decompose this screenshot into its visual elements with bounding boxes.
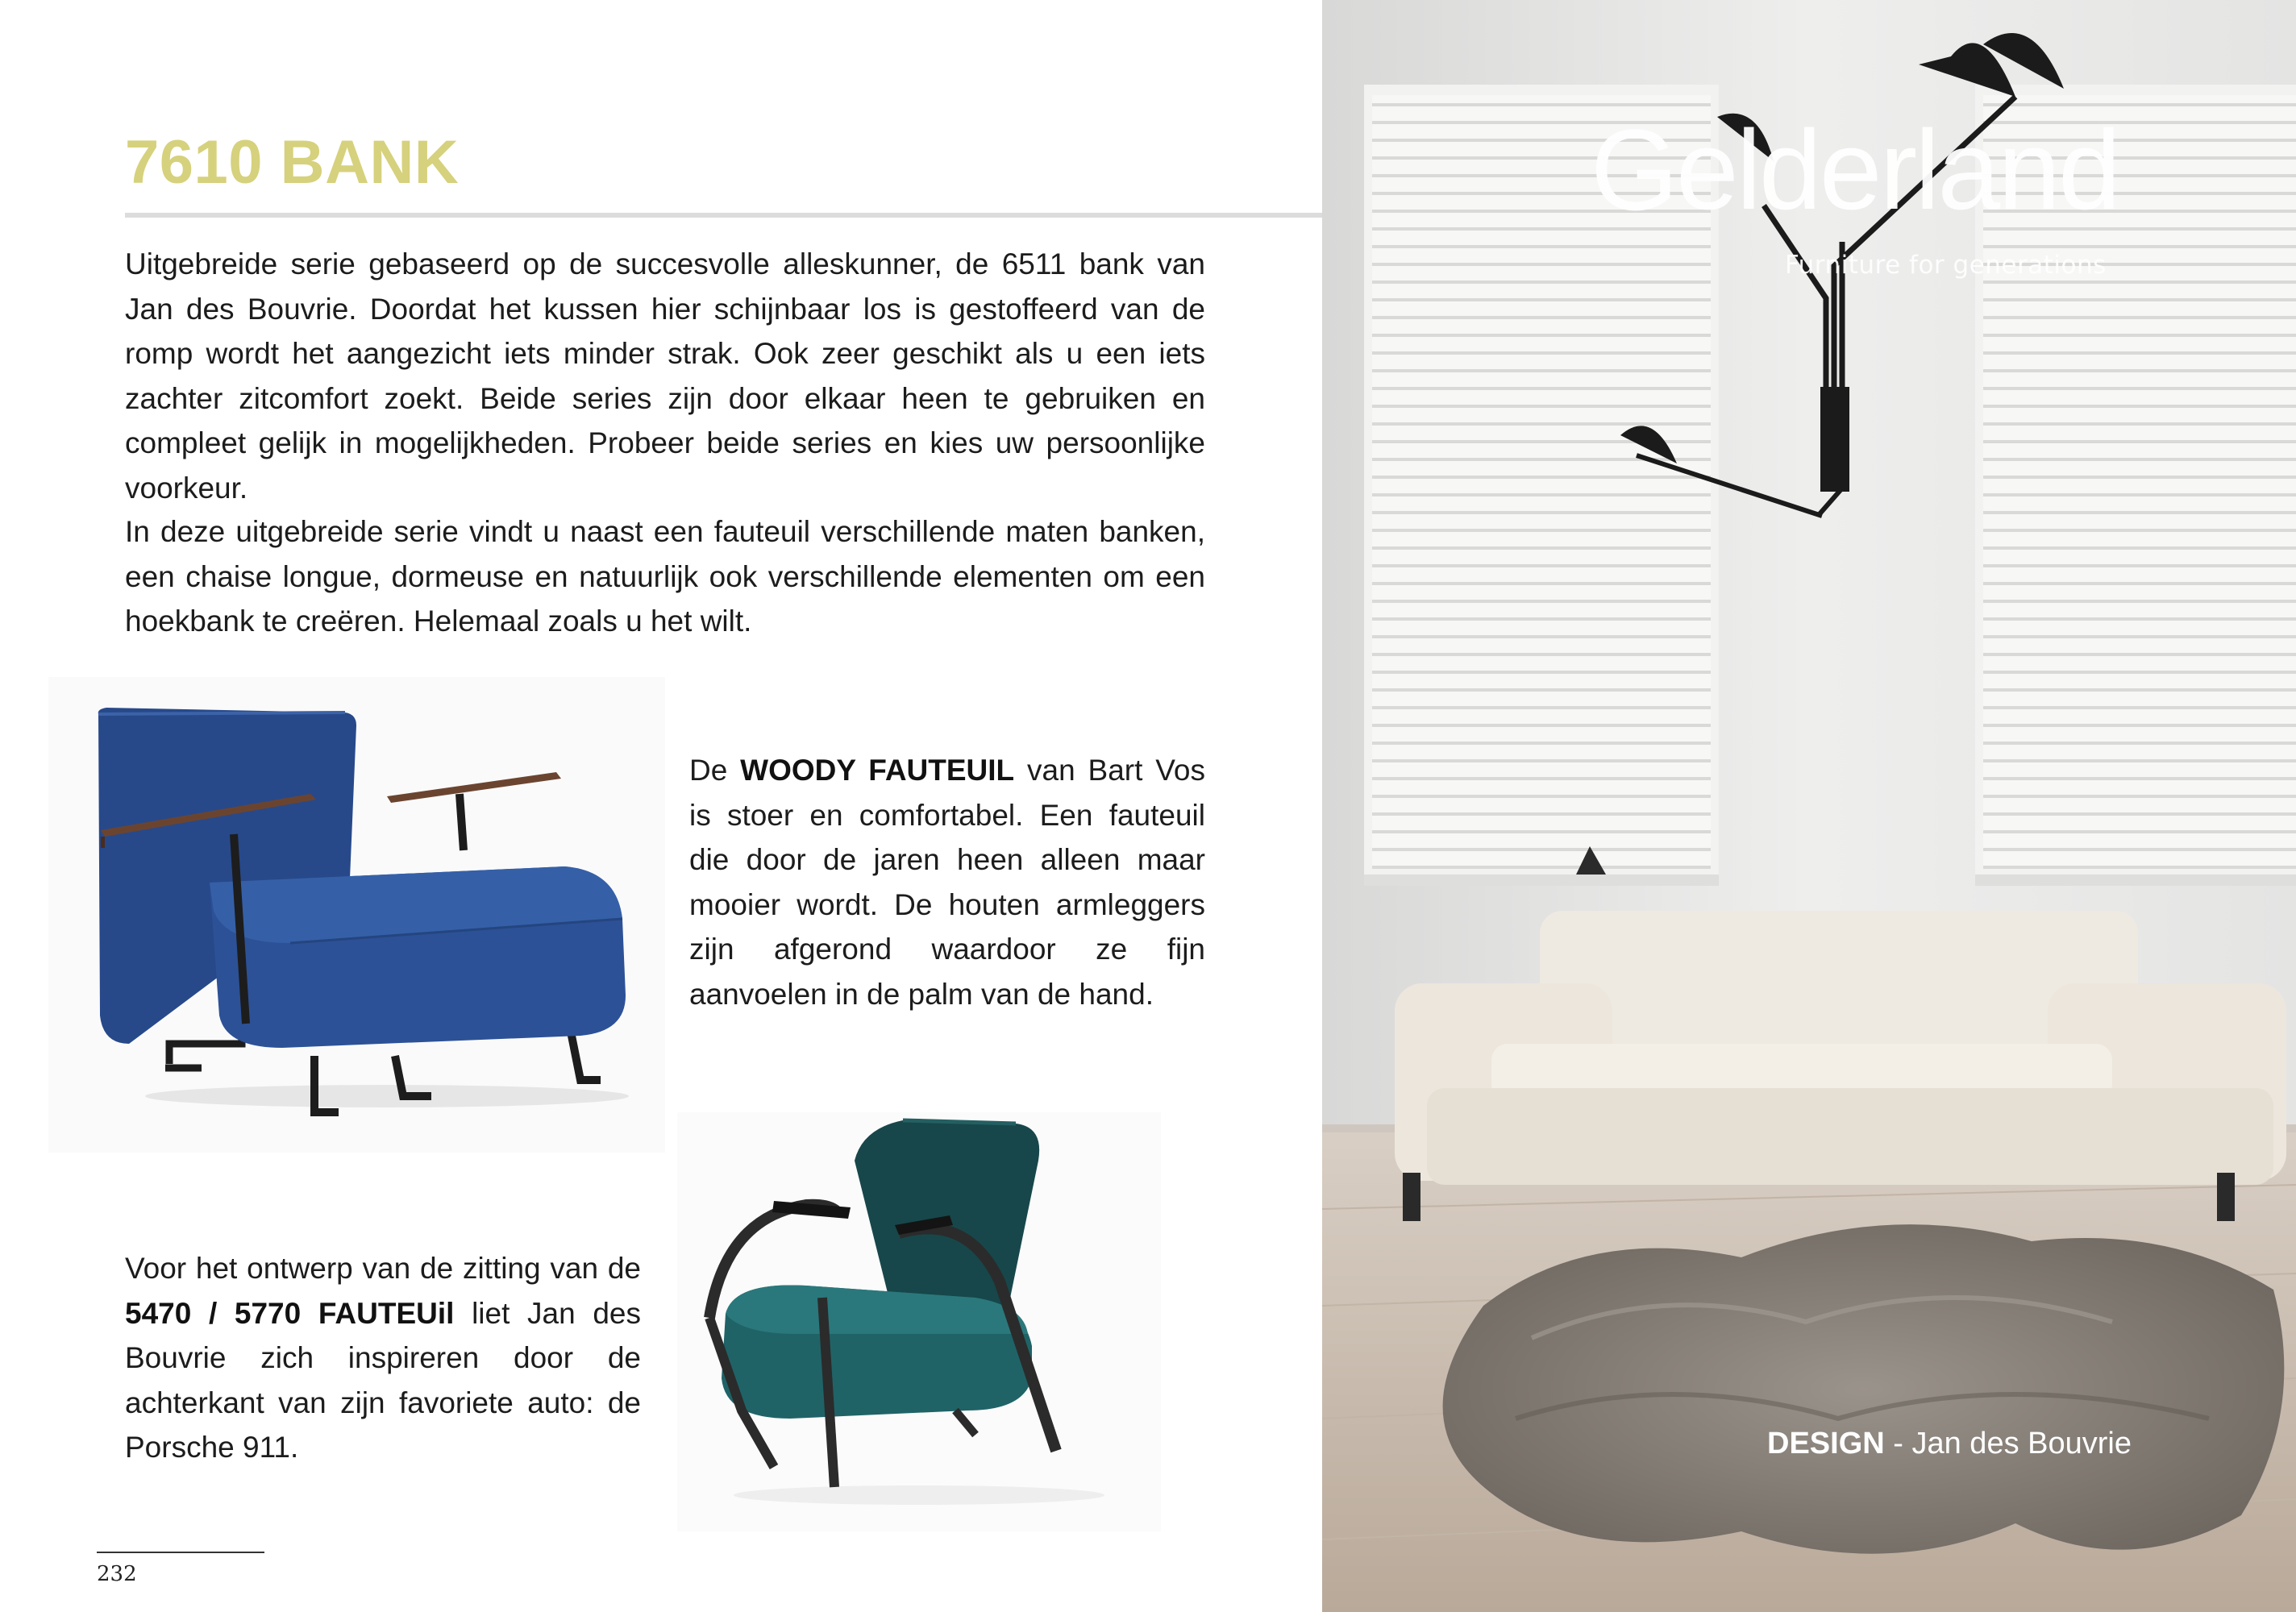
woody-body: van Bart Vos is stoer en comfortabel. Een fauteuil die door de jaren heen alleen maar mooier wordt. De houten armleggers zijn afgerond waardoor ze fijn aanvoelen in de palm van de hand. [689,754,1205,1011]
woody-fauteuil-image [48,677,665,1153]
designer-name: Jan des Bouvrie [1911,1427,2132,1460]
porsche-fauteuil-illustration [677,1112,1161,1531]
interior-photo [1322,0,2296,1612]
title-divider [125,213,1373,218]
page-title: 7610 BANK [125,128,460,197]
design-separator: - [1884,1427,1912,1460]
brand-logo [1591,105,2119,235]
porsche-fauteuil-image [677,1112,1161,1531]
design-label: DESIGN [1767,1427,1885,1460]
porsche-body: liet Jan des Bouvrie zich inspireren door de achterkant van zijn favoriete auto: de Porsche 911. [125,1296,641,1464]
porsche-product-name: 5470 / 5770 FAUTEUil [125,1296,455,1330]
intro-paragraph-1: Uitgebreide serie gebaseerd op de succesvolle alleskunner, de 6511 bank van Jan des Bouvrie. Doordat het kussen hier schijnbaar los is gestoffeerd van de romp wordt het aangezicht iets minder strak. Ook zeer geschikt als u een iets zachter zitcomfort zoekt. Beide series zijn door elkaar heen te gebruiken en compleet gelijk in mogelijkheden. Probeer beide series en kies uw persoonlijke voorkeur. [125,247,1205,505]
porsche-description [125,1246,641,1470]
footer-divider [97,1552,264,1553]
woody-description [689,748,1205,1016]
page-number: 232 [97,1562,137,1586]
woody-product-name: WOODY FAUTEUIL [740,754,1015,787]
woody-prefix: De [689,754,741,787]
brand-tagline: Furniture for generations [1785,251,2107,280]
woody-fauteuil-illustration [48,677,665,1153]
living-room-illustration [1322,0,2296,1612]
porsche-prefix: Voor het ontwerp van de zitting van de [125,1252,641,1285]
design-credit [1767,1427,2132,1461]
brand-logo-text: elderland [1675,106,2119,233]
brand-logo-initial: G [1591,105,1676,235]
intro-paragraph-2: In deze uitgebreide serie vindt u naast een fauteuil verschillende maten banken, een chaise longue, dormeuse en natuurlijk ook verschillende elementen om een hoekbank te creëren. Helemaal zoals u het wilt. [125,515,1205,638]
